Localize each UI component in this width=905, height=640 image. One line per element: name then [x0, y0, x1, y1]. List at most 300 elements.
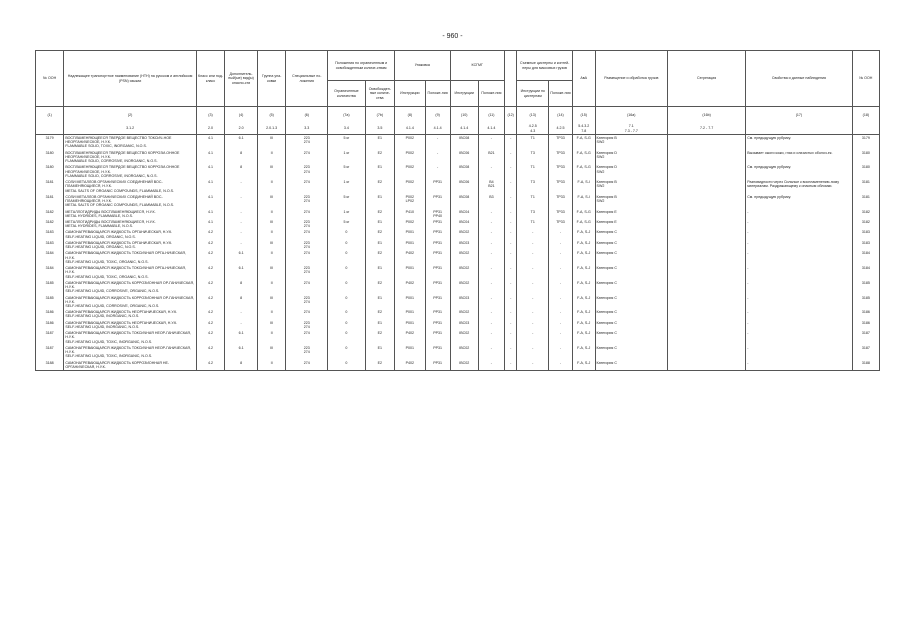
un-number-right-cell: 3180 [852, 150, 879, 165]
name-cell: МЕТАЛЛОГИДРИДЫ ВОСПЛАМЕНЯЮЩИЕСЯ, Н.У.К. METAL HYDRIDES, FLAMMABLE, N.O.S. [64, 219, 197, 229]
segregation-cell [668, 135, 746, 150]
subsidiary-cell: - [225, 320, 258, 330]
name-cell: САМОНАГРЕВАЮЩАЯСЯ ЖИДКОСТЬ КОРРОЗИОННАЯ ОР-ГАНИЧЕСКАЯ, Н.У.К. SELF-HEATING LIQUID, CORROSIVE, ORGANIC, N.O.S. [64, 295, 197, 310]
column-number: (9) [425, 107, 450, 124]
packing-group-cell: III [258, 219, 286, 229]
reference-cell [746, 123, 852, 135]
table-header [36, 51, 880, 107]
tank-instruction-cell: T1 [517, 194, 549, 209]
stowage-cell: Категория C [595, 295, 668, 310]
special-provisions-cell: 274 [286, 250, 328, 265]
table-row [36, 250, 880, 265]
packing-provision-cell: PP31 [425, 179, 450, 194]
segregation-cell [668, 345, 746, 360]
table-row [36, 179, 880, 194]
ems-cell: F-A, S-G [572, 219, 595, 229]
un-number-right-cell: 3184 [852, 250, 879, 265]
ems-cell: F-A, S-G [572, 150, 595, 165]
un-number-cell: 3182 [36, 219, 64, 229]
class-cell: 4.1 [196, 194, 224, 209]
excepted-quantity-cell: E2 [365, 250, 394, 265]
reference-cell [504, 123, 516, 135]
col12-cell: - [504, 250, 516, 265]
subsidiary-cell: - [225, 194, 258, 209]
class-cell: 4.2 [196, 330, 224, 345]
packing-group-cell: III [258, 320, 286, 330]
segregation-cell [668, 179, 746, 194]
limited-quantity-cell: 1 кг [328, 150, 365, 165]
reference-cell: 4.1.4 [450, 123, 478, 135]
ibc-provision-cell: - [478, 229, 504, 239]
ibc-provision-cell: - [478, 295, 504, 310]
reference-row [36, 123, 880, 135]
tank-provision-cell: - [549, 280, 573, 295]
tank-instruction-cell: - [517, 229, 549, 239]
column-number: (17) [746, 107, 852, 124]
class-cell: 4.1 [196, 179, 224, 194]
tank-provision-cell: TP33 [549, 194, 573, 209]
un-number-right-cell: 3185 [852, 280, 879, 295]
tank-instruction-cell: T1 [517, 219, 549, 229]
properties-cell: - [746, 219, 852, 229]
segregation-cell [668, 229, 746, 239]
reference-cell: 4.2.5 4.3 [517, 123, 549, 135]
limited-quantity-cell: 1 кг [328, 179, 365, 194]
ems-cell: F-A, S-J [572, 309, 595, 319]
segregation-cell [668, 330, 746, 345]
ibc-instruction-cell: IBC04 [450, 219, 478, 229]
stowage-cell: Категория C [595, 345, 668, 360]
column-number: (6) [286, 107, 328, 124]
col12-cell: - [504, 280, 516, 295]
name-cell: САМОНАГРЕВАЮЩАЯСЯ ЖИДКОСТЬ ТОКСИЧНАЯ ОРГА-НИЧЕСКАЯ, Н.У.К. SELF-HEATING LIQUID, TOXIC, ORGANIC, N.O.S. [64, 265, 197, 280]
packing-group-cell: II [258, 250, 286, 265]
subsidiary-cell: 6.1 [225, 330, 258, 345]
class-cell: 4.1 [196, 219, 224, 229]
special-provisions-cell: 274 [286, 330, 328, 345]
tank-provision-cell: - [549, 250, 573, 265]
class-cell: 4.1 [196, 164, 224, 179]
tank-provision-cell: TP33 [549, 150, 573, 165]
excepted-quantity-cell: E1 [365, 240, 394, 250]
properties-cell: - [746, 265, 852, 280]
packing-provision-cell: - [425, 150, 450, 165]
un-number-right-cell: 3187 [852, 345, 879, 360]
header-ibc-prov: Положе-ния [478, 81, 504, 107]
name-cell: САМОНАГРЕВАЮЩАЯСЯ ЖИДКОСТЬ КОРРОЗИОННАЯ ОР-ГАНИЧЕСКАЯ, Н.У.К. SELF-HEATING LIQUID, CORROSIVE, ORGANIC, N.O.S. [64, 280, 197, 295]
properties-cell: - [746, 320, 852, 330]
reference-cell [36, 123, 64, 135]
ibc-provision-cell: - [478, 309, 504, 319]
table-row [36, 164, 880, 179]
ibc-provision-cell: - [478, 265, 504, 280]
ibc-instruction-cell: IBC02 [450, 250, 478, 265]
special-provisions-cell: 274 [286, 179, 328, 194]
column-number: (7a) [328, 107, 365, 124]
tank-provision-cell: TP33 [549, 135, 573, 150]
excepted-quantity-cell: E2 [365, 209, 394, 219]
un-number-cell: 3185 [36, 280, 64, 295]
stowage-cell: Категория C [595, 250, 668, 265]
reference-cell: 4.1.4 [425, 123, 450, 135]
table-row [36, 240, 880, 250]
header-tank: Съемные цистерны и контей-неры для массовых грузов [517, 51, 573, 81]
packing-instruction-cell: P001 [395, 295, 426, 310]
special-provisions-cell: 274 [286, 150, 328, 165]
segregation-cell [668, 219, 746, 229]
ems-cell: F-A, S-J [572, 240, 595, 250]
stowage-cell: Категория B SW2 [595, 135, 668, 150]
class-cell: 4.2 [196, 250, 224, 265]
tank-instruction-cell: T3 [517, 209, 549, 219]
limited-quantity-cell: 5 кг [328, 164, 365, 179]
subsidiary-cell: 8 [225, 295, 258, 310]
limited-quantity-cell: 5 кг [328, 194, 365, 209]
ems-cell: F-A, S-I [572, 194, 595, 209]
tank-instruction-cell: - [517, 345, 549, 360]
col12-cell: - [504, 164, 516, 179]
packing-provision-cell: PP31 [425, 280, 450, 295]
properties-cell: - [746, 330, 852, 345]
name-cell: САМОНАГРЕВАЮЩАЯСЯ ЖИДКОСТЬ НЕОРГАНИЧЕСКАЯ, Н.У.К. SELF-HEATING LIQUID, INORGANIC, N.O.S. [64, 320, 197, 330]
class-cell: 4.1 [196, 150, 224, 165]
ibc-provision-cell: B21 [478, 150, 504, 165]
tank-instruction-cell: T1 [517, 135, 549, 150]
ibc-instruction-cell: IBC08 [450, 194, 478, 209]
ibc-instruction-cell: IBC03 [450, 320, 478, 330]
excepted-quantity-cell: E1 [365, 135, 394, 150]
tank-instruction-cell: - [517, 280, 549, 295]
un-number-cell: 3184 [36, 265, 64, 280]
column-number: (10) [450, 107, 478, 124]
packing-instruction-cell: P002 [395, 135, 426, 150]
ems-cell: F-A, S-J [572, 345, 595, 360]
packing-instruction-cell: P002 LP02 [395, 194, 426, 209]
un-number-cell: 3185 [36, 295, 64, 310]
special-provisions-cell: 223 274 [286, 135, 328, 150]
class-cell: 4.2 [196, 280, 224, 295]
properties-cell: См. предыдущую рубрику. [746, 194, 852, 209]
subsidiary-cell: 6.1 [225, 265, 258, 280]
column-number: (14) [549, 107, 573, 124]
ems-cell: F-A, S-J [572, 280, 595, 295]
table-row [36, 209, 880, 219]
ibc-instruction-cell: IBC06 [450, 150, 478, 165]
name-cell: СОЛИ МЕТАЛЛОВ ОРГАНИЧЕСКИХ СОЕДИНЕНИЙ ВОС-ПЛАМЕНЯЮЩИЕСЯ, Н.У.К. METAL SALTS OF ORGANIC COMPOUNDS, FLAMMABLE, N.O.S. [64, 179, 197, 194]
column-number: (3) [196, 107, 224, 124]
name-cell: САМОНАГРЕВАЮЩАЯСЯ ЖИДКОСТЬ КОРРОЗИОННАЯ НЕ-ОРГАНИЧЕСКАЯ, Н.У.К. [64, 360, 197, 371]
packing-instruction-cell: P001 [395, 345, 426, 360]
un-number-cell: 3181 [36, 179, 64, 194]
packing-provision-cell: PP31 [425, 330, 450, 345]
tank-instruction-cell: T1 [517, 164, 549, 179]
tank-provision-cell: - [549, 240, 573, 250]
excepted-quantity-cell: E1 [365, 265, 394, 280]
table-row [36, 360, 880, 371]
ems-cell: F-A, S-I [572, 179, 595, 194]
properties-cell: - [746, 345, 852, 360]
packing-group-cell: III [258, 194, 286, 209]
packing-provision-cell: PP31 [425, 219, 450, 229]
header-pack-instr: Инструкции [395, 81, 426, 107]
subsidiary-cell: - [225, 209, 258, 219]
un-number-right-cell: 3182 [852, 219, 879, 229]
table-row [36, 330, 880, 345]
ibc-instruction-cell: IBC02 [450, 265, 478, 280]
packing-group-cell: II [258, 209, 286, 219]
col12-cell: - [504, 209, 516, 219]
packing-group-cell: III [258, 295, 286, 310]
column-number: (13) [517, 107, 549, 124]
ibc-provision-cell: - [478, 345, 504, 360]
packing-group-cell: III [258, 135, 286, 150]
col12-cell: - [504, 345, 516, 360]
ibc-instruction-cell: IBC02 [450, 229, 478, 239]
table-row [36, 219, 880, 229]
class-cell: 4.2 [196, 265, 224, 280]
table-row [36, 295, 880, 310]
limited-quantity-cell: 0 [328, 280, 365, 295]
ems-cell: F-A, S-J [572, 250, 595, 265]
header-pg: Группа упа-ковки [258, 51, 286, 107]
col12-cell: - [504, 194, 516, 209]
tank-instruction-cell: - [517, 320, 549, 330]
excepted-quantity-cell: E1 [365, 345, 394, 360]
header-lq: Ограниченные количества [328, 81, 365, 107]
stowage-cell: Категория C [595, 309, 668, 319]
name-cell: САМОНАГРЕВАЮЩАЯСЯ ЖИДКОСТЬ ОРГАНИЧЕСКАЯ, Н.У.К. SELF-HEATING LIQUID, ORGANIC, N.O.S. [64, 240, 197, 250]
tank-instruction-cell: - [517, 309, 549, 319]
col12-cell: - [504, 309, 516, 319]
col12-cell: - [504, 240, 516, 250]
limited-quantity-cell: 1 кг [328, 209, 365, 219]
segregation-cell [668, 164, 746, 179]
stowage-cell: Категория C [595, 229, 668, 239]
subsidiary-cell: 8 [225, 164, 258, 179]
segregation-cell [668, 209, 746, 219]
stowage-cell: Категория C [595, 240, 668, 250]
table-row [36, 320, 880, 330]
name-cell: САМОНАГРЕВАЮЩАЯСЯ ЖИДКОСТЬ ТОКСИЧНАЯ НЕОР-ГАНИЧЕСКАЯ, Н.У.К. SELF-HEATING LIQUID, TOXIC, INORGANIC, N.O.S. [64, 330, 197, 345]
reference-cell [852, 123, 879, 135]
properties-cell: - [746, 229, 852, 239]
class-cell: 4.2 [196, 240, 224, 250]
packing-group-cell: II [258, 229, 286, 239]
un-number-right-cell: 3180 [852, 164, 879, 179]
ibc-provision-cell: - [478, 250, 504, 265]
segregation-cell [668, 240, 746, 250]
limited-quantity-cell: 0 [328, 265, 365, 280]
header-ibc-instr: Инструкции [450, 81, 478, 107]
un-number-right-cell: 3185 [852, 295, 879, 310]
excepted-quantity-cell: E1 [365, 194, 394, 209]
packing-instruction-cell: P002 [395, 179, 426, 194]
properties-cell: См. предыдущую рубрику. [746, 164, 852, 179]
name-cell: МЕТАЛЛОГИДРИДЫ ВОСПЛАМЕНЯЮЩИЕСЯ, Н.У.К. METAL HYDRIDES, FLAMMABLE, N.O.S. [64, 209, 197, 219]
table-row [36, 194, 880, 209]
name-cell: САМОНАГРЕВАЮЩАЯСЯ ЖИДКОСТЬ ОРГАНИЧЕСКАЯ, Н.У.К. SELF-HEATING LIQUID, ORGANIC, N.O.S. [64, 229, 197, 239]
ibc-provision-cell: - [478, 330, 504, 345]
un-number-cell: 3188 [36, 360, 64, 371]
class-cell: 4.1 [196, 209, 224, 219]
name-cell: ВОСПЛАМЕНЯЮЩЕЕСЯ ТВЕРДОЕ ВЕЩЕСТВО КОРРОЗИ-ОННОЕ НЕОРГАНИЧЕСКОЕ, Н.У.К. FLAMMABLE SOLID, CORROSIVE, INORGANIC, N.O.S. [64, 150, 197, 165]
packing-group-cell: III [258, 164, 286, 179]
packing-provision-cell: PP31 [425, 250, 450, 265]
limited-quantity-cell: 0 [328, 345, 365, 360]
stowage-cell: Категория C [595, 360, 668, 371]
tank-provision-cell: TP33 [549, 209, 573, 219]
col12-cell: - [504, 330, 516, 345]
tank-instruction-cell: - [517, 250, 549, 265]
subsidiary-cell: - [225, 240, 258, 250]
col12-cell: - [504, 360, 516, 371]
ibc-provision-cell: - [478, 360, 504, 371]
packing-instruction-cell: P002 [395, 164, 426, 179]
tank-instruction-cell: T3 [517, 179, 549, 194]
packing-provision-cell: PP31 [425, 309, 450, 319]
properties-cell: - [746, 250, 852, 265]
header-eq: Освобожден-ные количе-ства [365, 81, 394, 107]
subsidiary-cell: 6.1 [225, 250, 258, 265]
name-cell: ВОСПЛАМЕНЯЮЩЕЕСЯ ТВЕРДОЕ ВЕЩЕСТВО КОРРОЗИ-ОННОЕ НЕОРГАНИЧЕСКОЕ, Н.У.К. FLAMMABLE SOLID, CORROSIVE, INORGANIC, N.O.S. [64, 164, 197, 179]
column-number: (16a) [595, 107, 668, 124]
special-provisions-cell: 274 [286, 209, 328, 219]
tank-provision-cell: - [549, 320, 573, 330]
packing-instruction-cell: P001 [395, 265, 426, 280]
properties-cell: Разновидности через Сильные к воспламенению-ному материалам. Раздражающему к опасным обломки. [746, 179, 852, 194]
dangerous-goods-table [35, 50, 880, 371]
stowage-cell: Категория B SW2 [595, 179, 668, 194]
un-number-cell: 3182 [36, 209, 64, 219]
excepted-quantity-cell: E2 [365, 309, 394, 319]
excepted-quantity-cell: E1 [365, 295, 394, 310]
ems-cell: F-A, S-J [572, 229, 595, 239]
subsidiary-cell: - [225, 179, 258, 194]
ibc-instruction-cell: IBC03 [450, 240, 478, 250]
column-number: (1) [36, 107, 64, 124]
packing-provision-cell: - [425, 135, 450, 150]
ibc-instruction-cell: IBC08 [450, 135, 478, 150]
special-provisions-cell: 223 274 [286, 194, 328, 209]
header-ems: АвА [572, 51, 595, 107]
name-cell: САМОНАГРЕВАЮЩАЯСЯ ЖИДКОСТЬ ТОКСИЧНАЯ НЕОР-ГАНИЧЕСКАЯ, Н.У.К. SELF-HEATING LIQUID, TOXIC, INORGANIC, N.O.S. [64, 345, 197, 360]
col12-cell: - [504, 135, 516, 150]
segregation-cell [668, 309, 746, 319]
table-row [36, 229, 880, 239]
col12-cell: - [504, 320, 516, 330]
tank-provision-cell: TP33 [549, 164, 573, 179]
packing-instruction-cell: P001 [395, 229, 426, 239]
special-provisions-cell: 223 274 [286, 320, 328, 330]
segregation-cell [668, 320, 746, 330]
subsidiary-cell: - [225, 229, 258, 239]
segregation-cell [668, 295, 746, 310]
subsidiary-cell: - [225, 219, 258, 229]
stowage-cell: Категория D SW2 [595, 164, 668, 179]
table-row [36, 345, 880, 360]
limited-quantity-cell: 5 кг [328, 219, 365, 229]
properties-cell: Вызывает ожоги кожи, глаз и слизистых оболоч-ек. [746, 150, 852, 165]
class-cell: 4.2 [196, 345, 224, 360]
column-number: (11) [478, 107, 504, 124]
packing-instruction-cell: P402 [395, 280, 426, 295]
segregation-cell [668, 250, 746, 265]
tank-instruction-cell: - [517, 360, 549, 371]
subsidiary-cell: - [225, 309, 258, 319]
excepted-quantity-cell: E2 [365, 360, 394, 371]
ibc-instruction-cell: IBC08 [450, 164, 478, 179]
ems-cell: F-A, S-J [572, 295, 595, 310]
header-un: № ООН [36, 51, 64, 107]
reference-cell: 4.1.4 [395, 123, 426, 135]
packing-provision-cell: PP31 [425, 229, 450, 239]
packing-instruction-cell: P001 [395, 240, 426, 250]
reference-cell: 3.1.2 [64, 123, 197, 135]
header-stowage: Размещение и обработка грузов [595, 51, 668, 107]
tank-provision-cell: - [549, 345, 573, 360]
un-number-cell: 3180 [36, 164, 64, 179]
ibc-instruction-cell: IBC03 [450, 295, 478, 310]
ibc-provision-cell: - [478, 240, 504, 250]
un-number-right-cell: 3187 [852, 330, 879, 345]
properties-cell: - [746, 209, 852, 219]
un-number-cell: 3181 [36, 194, 64, 209]
packing-instruction-cell: P002 [395, 219, 426, 229]
excepted-quantity-cell: E2 [365, 280, 394, 295]
excepted-quantity-cell: E1 [365, 320, 394, 330]
ems-cell: F-A, S-J [572, 360, 595, 371]
properties-cell: - [746, 280, 852, 295]
excepted-quantity-cell: E2 [365, 330, 394, 345]
header-tank-prov: Положе-ния [549, 81, 573, 107]
excepted-quantity-cell: E2 [365, 179, 394, 194]
table-row [36, 309, 880, 319]
packing-provision-cell: PP31 [425, 345, 450, 360]
un-number-cell: 3183 [36, 229, 64, 239]
special-provisions-cell: 274 [286, 360, 328, 371]
ibc-provision-cell: - [478, 135, 504, 150]
properties-cell: - [746, 309, 852, 319]
subsidiary-cell: 8 [225, 150, 258, 165]
packing-provision-cell: PP31 [425, 265, 450, 280]
segregation-cell [668, 360, 746, 371]
page-number: - 960 - [442, 33, 463, 40]
limited-quantity-cell: 0 [328, 295, 365, 310]
packing-group-cell: III [258, 345, 286, 360]
ems-cell: F-A, S-G [572, 164, 595, 179]
column-number-row [36, 107, 880, 124]
reference-cell: 3.5 [365, 123, 394, 135]
subsidiary-cell: 8 [225, 280, 258, 295]
stowage-cell: Категория C [595, 265, 668, 280]
un-number-right-cell: 3186 [852, 309, 879, 319]
column-number: (18) [852, 107, 879, 124]
segregation-cell [668, 194, 746, 209]
stowage-cell: Категория C [595, 280, 668, 295]
limited-quantity-cell: 0 [328, 309, 365, 319]
un-number-right-cell: 3184 [852, 265, 879, 280]
packing-group-cell: II [258, 150, 286, 165]
stowage-cell: Категория C [595, 330, 668, 345]
table-row [36, 135, 880, 150]
column-number: (4) [225, 107, 258, 124]
col12-cell: - [504, 295, 516, 310]
limited-quantity-cell: 0 [328, 240, 365, 250]
tank-provision-cell: TP33 [549, 179, 573, 194]
un-number-right-cell: 3188 [852, 360, 879, 371]
un-number-cell: 3179 [36, 135, 64, 150]
tank-instruction-cell: - [517, 265, 549, 280]
